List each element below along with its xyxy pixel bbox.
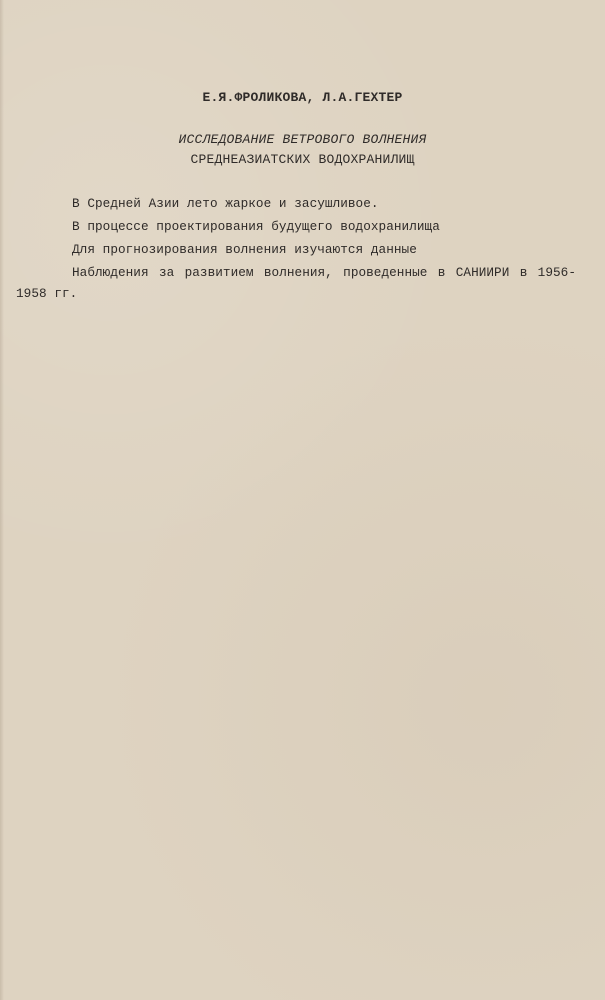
title-line-2: СРЕДНЕАЗИАТСКИХ ВОДОХРАНИЛИЩ — [190, 152, 415, 167]
paragraph-observations: Наблюдения за развитием волнения, проведенные в САНИИРИ в 1956-1958 гг. — [16, 264, 576, 301]
paragraph-climate: В Средней Азии лето жаркое и засушливое. — [72, 196, 379, 211]
paragraph-forecast-methods: Для прогнозирования волнения изучаются данные — [72, 241, 417, 257]
title-line-1: ИССЛЕДОВАНИЕ ВЕТРОВОГО ВОЛНЕНИЯ — [178, 132, 427, 147]
paragraph-design-forecast: В процессе проектирования будущего водохранилища — [72, 218, 440, 234]
article-title — [0, 130, 605, 170]
authors-line: Е.Я.ФРОЛИКОВА, Л.А.ГЕХТЕР — [202, 90, 403, 105]
article-body — [16, 194, 576, 307]
